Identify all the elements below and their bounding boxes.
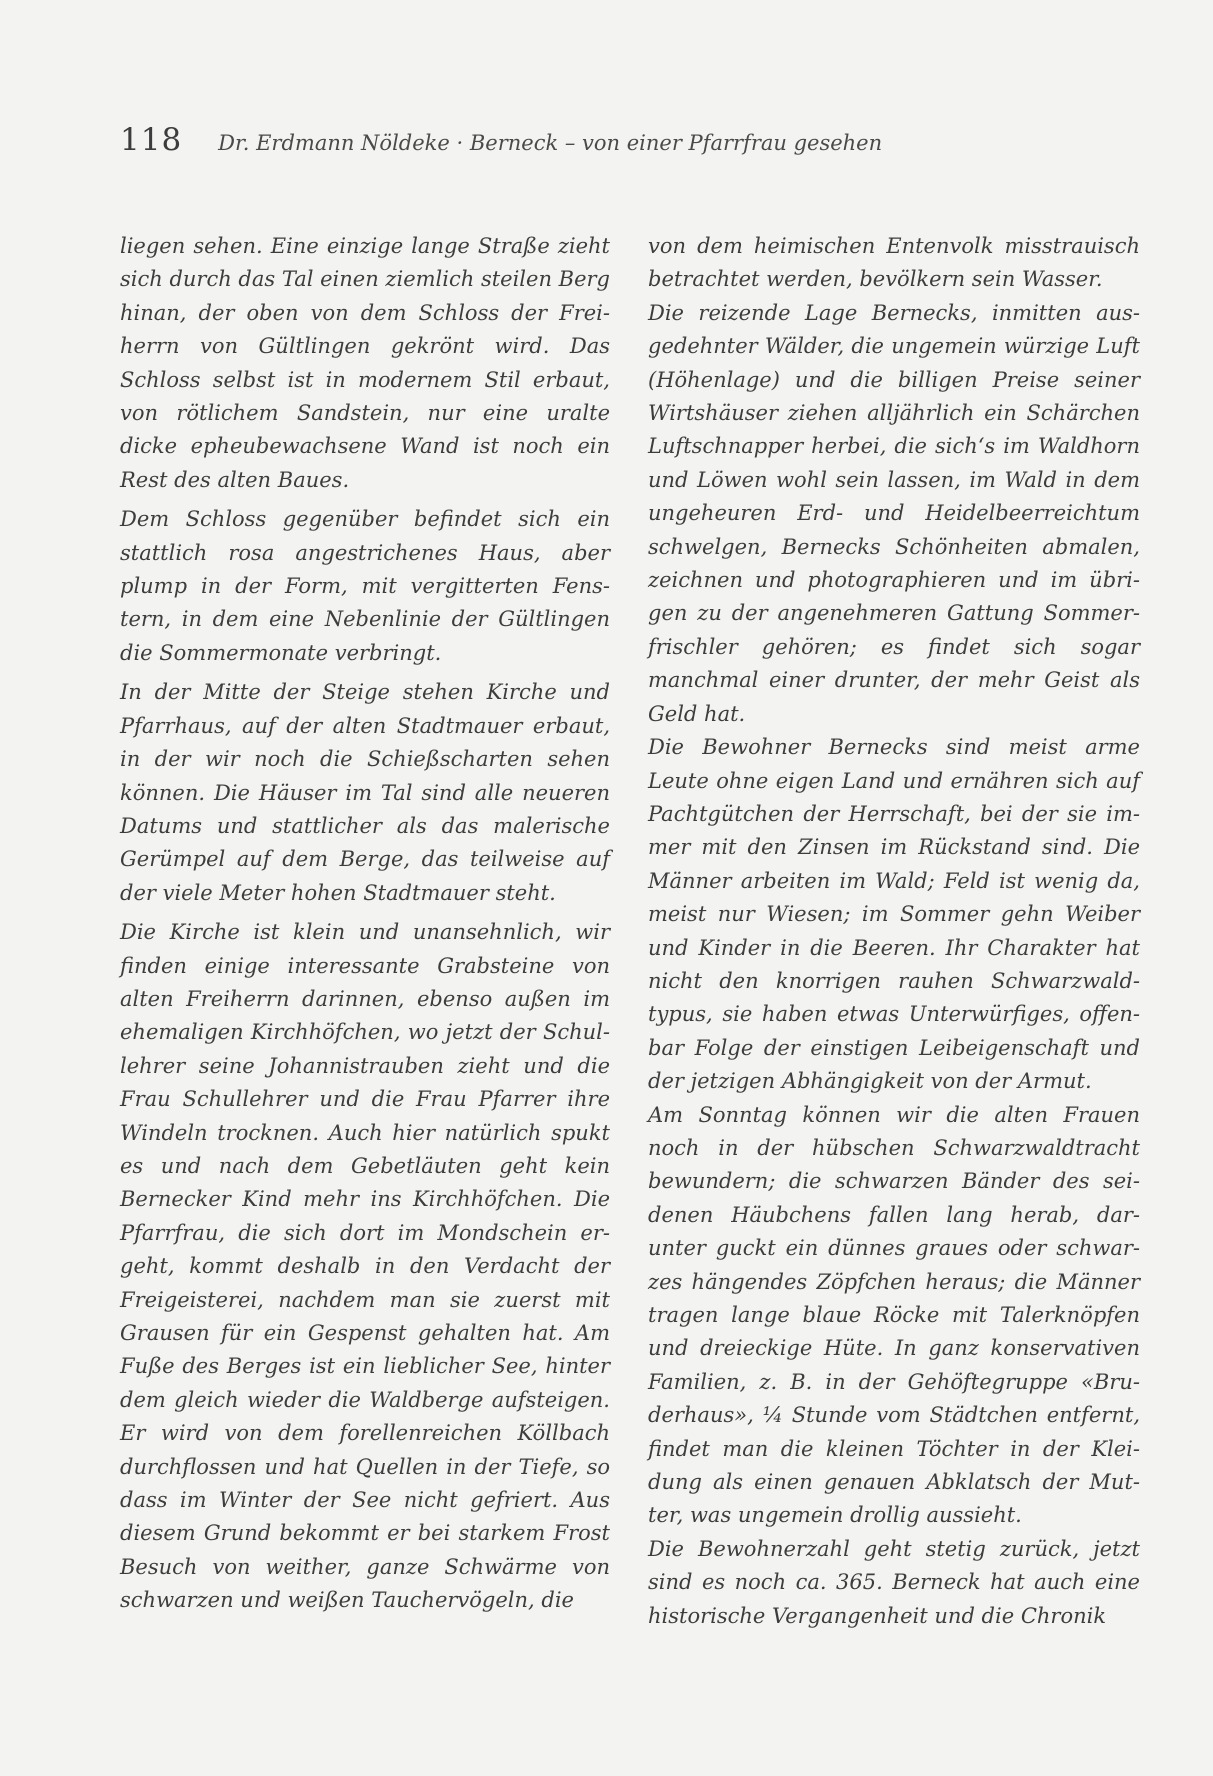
right-column <box>648 230 1140 1633</box>
paragraph: Am Sonntag können wir die alten Frauen noch in der hübschen Schwarzwaldtracht bewundern; die schwarzen Bänder des sei-denen Häubchens fallen lang herab, dar-unter guckt ein dünnes graues oder schwar-zes hängendes Zöpfchen heraus; die Männer tragen lange blaue Röcke mit Talerknöpfen und dreieckige Hüte. In ganz konservativen Familien, z. B. in der Gehöftegruppe «Bru-derhaus», ¼ Stunde vom Städtchen entfernt, findet man die kleinen Töchter in der Klei-dung als einen genauen Abklatsch der Mut-ter, was ungemein drollig aussieht. <box>648 1102 1140 1528</box>
paragraph: Die Kirche ist klein und unansehnlich, wir finden einige interessante Grabsteine von alten Freiherrn darinnen, ebenso außen im ehemaligen Kirchhöfchen, wo jetzt der Schul-lehrer seine Johannistrauben zieht und die Frau Schullehrer und die Frau Pfarrer ihre Windeln trocknen. Auch hier natürlich spukt es und nach dem Gebetläuten geht kein Bernecker Kind mehr ins Kirchhöfchen. Die Pfarrfrau, die sich dort im Mondschein er-geht, kommt deshalb in den Verdacht der Freigeisterei, nachdem man sie zuerst mit Grausen für ein Gespenst gehalten hat. Am Fuße des Berges ist ein lieblicher See, hinter dem gleich wieder die Waldberge aufsteigen. Er wird von dem forellenreichen Köllbach durchflossen und hat Quellen in der Tiefe, so dass im Winter der See nicht gefriert. Aus diesem Grund bekommt er bei starkem Frost Besuch von weither, ganze Schwärme von schwarzen und weißen Tauchervögeln, die <box>120 920 610 1613</box>
paragraph: Die Bewohner Bernecks sind meist arme Leute ohne eigen Land und ernähren sich auf Pachtgütchen der Herrschaft, bei der sie im-mer mit den Zinsen im Rückstand sind. Die Männer arbeiten im Wald; Feld ist wenig da, meist nur Wiesen; im Sommer gehn Weiber und Kinder in die Beeren. Ihr Charakter hat nicht den knorrigen rauhen Schwarzwald-typus, sie haben etwas Unterwürfiges, offen-bar Folge der einstigen Leibeigenschaft und der jetzigen Abhängigkeit von der Armut. <box>648 735 1140 1094</box>
paragraph: Dem Schloss gegenüber befindet sich ein stattlich rosa angestrichenes Haus, aber plump in der Form, mit vergitterten Fens-tern, in dem eine Nebenlinie der Gültlingen die Sommermonate verbringt. <box>120 507 610 665</box>
paragraph: Die reizende Lage Bernecks, inmitten aus-gedehnter Wälder, die ungemein würzige Luft (Höhenlage) und die billigen Preise seiner Wirtshäuser ziehen alljährlich ein Schärchen Luftschnapper herbei, die sich‘s im Waldhorn und Löwen wohl sein lassen, im Wald in dem ungeheuren Erd- und Heidelbeerreichtum schwelgen, Bernecks Schönheiten abmalen, zeichnen und photographieren und im übri-gen zu der angenehmeren Gattung Sommer-frischler gehören; es findet sich sogar manchmal einer drunter, der mehr Geist als Geld hat. <box>648 300 1140 726</box>
left-column <box>120 230 610 1624</box>
running-head: Dr. Erdmann Nöldeke · Berneck – von einer Pfarrfrau gesehen <box>218 131 883 155</box>
paragraph: In der Mitte der Steige stehen Kirche und Pfarrhaus, auf der alten Stadtmauer erbaut, in der wir noch die Schießscharten sehen können. Die Häuser im Tal sind alle neueren Datums und stattlicher als das malerische Gerümpel auf dem Berge, das teilweise auf der viele Meter hohen Stadtmauer steht. <box>120 680 610 905</box>
paragraph: liegen sehen. Eine einzige lange Straße zieht sich durch das Tal einen ziemlich steilen Berg hinan, der oben von dem Schloss der Frei-herrn von Gültlingen gekrönt wird. Das Schloss selbst ist in modernem Stil erbaut, von rötlichem Sandstein, nur eine uralte dicke epheubewachsene Wand ist noch ein Rest des alten Baues. <box>120 234 610 492</box>
page-header <box>120 122 882 162</box>
page-number: 118 <box>120 122 183 158</box>
paragraph: von dem heimischen Entenvolk misstrauisch betrachtet werden, bevölkern sein Wasser. <box>648 234 1140 292</box>
paragraph: Die Bewohnerzahl geht stetig zurück, jetzt sind es noch ca. 365. Berneck hat auch eine historische Vergangenheit und die Chronik <box>648 1536 1140 1628</box>
